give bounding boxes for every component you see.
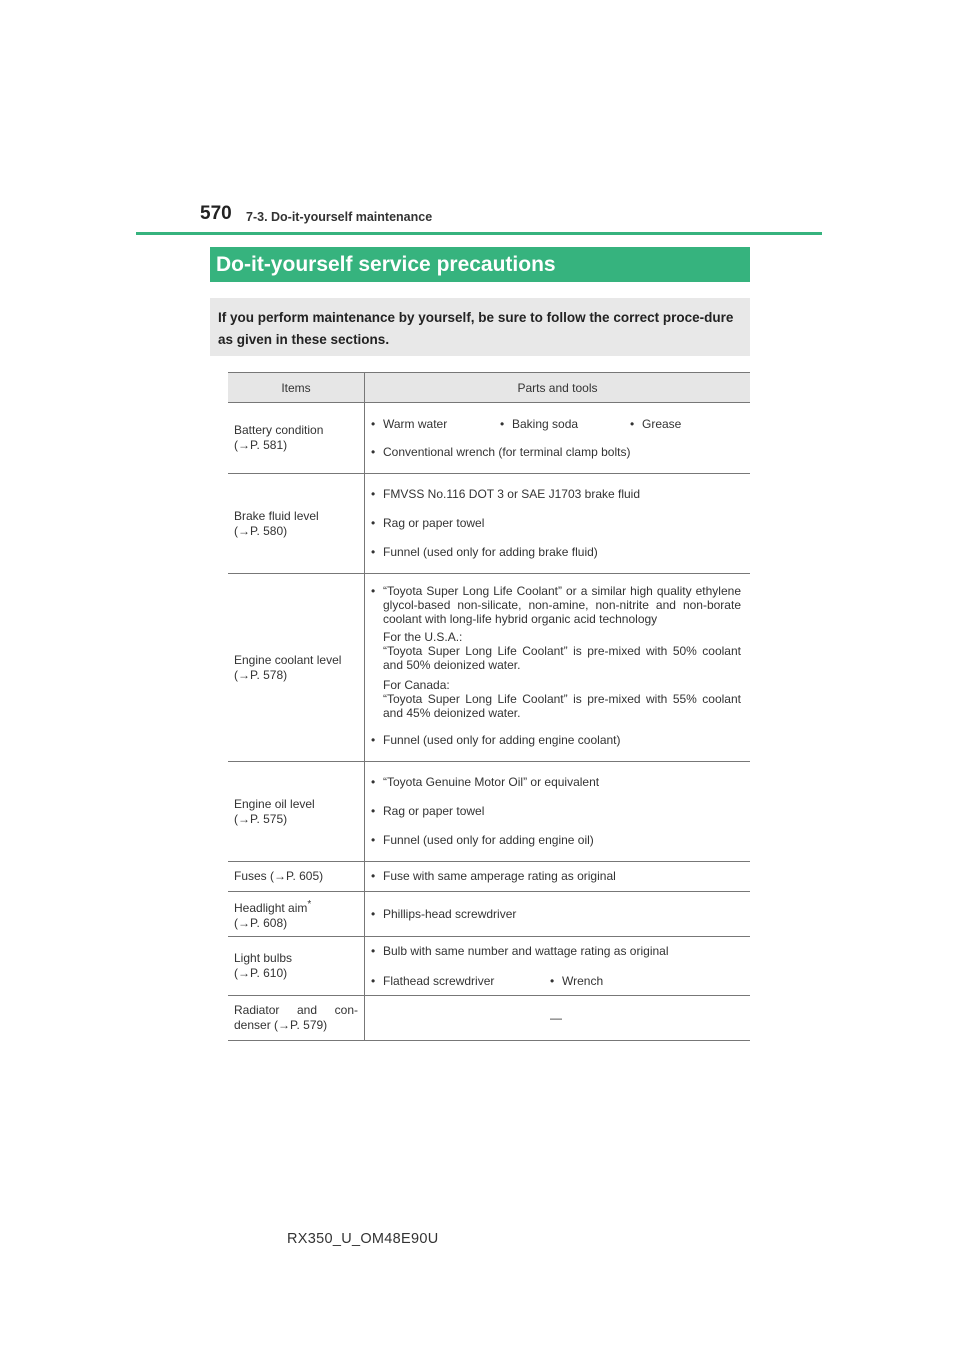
list-item: [371, 826, 741, 855]
tool-name: “Toyota Genuine Motor Oil” or equivalent: [383, 775, 600, 789]
item-cell: [228, 862, 365, 892]
bullet: •: [630, 416, 635, 431]
item-name: Engine coolant level: [234, 652, 342, 667]
tool-name: FMVSS No.116 DOT 3 or SAE J1703 brake fluid: [383, 487, 641, 501]
canada-note: [371, 678, 741, 720]
bullet: •: [371, 545, 376, 559]
bullet: •: [550, 973, 555, 988]
list-item: [371, 538, 741, 567]
tool-name: Funnel (used only for adding brake fluid): [383, 545, 598, 559]
table-row: [228, 892, 750, 937]
item-cell: [228, 892, 365, 937]
list-item: [371, 900, 741, 929]
item-name: Light bulbs: [234, 951, 293, 965]
table-row: [228, 762, 750, 862]
parts-cell: [365, 892, 751, 937]
list-item: [371, 862, 741, 891]
tool-name: Conventional wrench (for terminal clamp bolts): [383, 445, 631, 459]
bullet: •: [371, 804, 376, 818]
page-reference: (→P. 575): [234, 811, 288, 826]
list-item: [371, 937, 741, 966]
item-cell: [228, 937, 365, 996]
tool-name: Wrench: [562, 973, 604, 988]
column-header-items: Items: [228, 373, 365, 403]
item-name: Engine oil level: [234, 796, 315, 811]
table-row: [228, 403, 750, 474]
list-item: [371, 768, 741, 797]
intro-text: If you perform maintenance by yourself, be sure to follow the correct proce-dure as given in these sections.: [210, 298, 750, 356]
header-rule: [136, 232, 822, 235]
tool-name: Warm water: [383, 416, 448, 431]
empty-value-dash: —: [550, 1011, 562, 1025]
bullet: •: [371, 445, 376, 459]
note-text: “Toyota Super Long Life Coolant” is pre-mixed with 55% coolant and 45% deionized water.: [383, 692, 741, 720]
document-code: RX350_U_OM48E90U: [287, 1231, 439, 1247]
item-cell: [228, 996, 365, 1041]
parts-cell: [365, 762, 751, 862]
bullet: •: [371, 584, 376, 598]
bullet: •: [371, 487, 376, 501]
parts-cell: [365, 862, 751, 892]
tool-name: Bulb with same number and wattage rating as original: [383, 944, 669, 958]
parts-cell: [365, 403, 751, 474]
bullet: •: [500, 416, 505, 431]
item-cell: [228, 474, 365, 574]
list-item: [371, 966, 741, 995]
usa-note: [371, 630, 741, 672]
page-reference: (→P. 610): [234, 966, 288, 980]
note-label: For the U.S.A.:: [383, 630, 463, 644]
table-row: [228, 862, 750, 892]
parts-cell: [365, 474, 751, 574]
page-reference: (→P. 580): [234, 523, 288, 538]
item-cell: [228, 403, 365, 474]
bullet: •: [371, 906, 376, 921]
bullet: •: [371, 775, 376, 789]
parts-cell: [365, 937, 751, 996]
table-header-row: [228, 373, 750, 403]
tool-name: Flathead screwdriver: [383, 973, 495, 988]
list-item: [371, 726, 741, 755]
table-row: [228, 574, 750, 762]
bullet: •: [371, 833, 376, 847]
tool-name: Fuse with same amperage rating as original: [383, 869, 616, 883]
list-item: [371, 797, 741, 826]
parts-cell: [365, 996, 751, 1041]
item-cell: [228, 574, 365, 762]
tool-name: Rag or paper towel: [383, 516, 485, 530]
item-cell: [228, 762, 365, 862]
tool-name: Funnel (used only for adding engine coolant): [383, 733, 621, 747]
footnote-mark: *: [307, 899, 312, 910]
bullet: •: [371, 733, 376, 747]
section-label: 7-3. Do-it-yourself maintenance: [246, 210, 433, 224]
coolant-spec: “Toyota Super Long Life Coolant” or a similar high quality ethylene glycol-based non-silicate, non-amine, non-nitrite and non-borate coolant with long-life hybrid organic acid technology: [383, 584, 741, 626]
column-header-parts: Parts and tools: [365, 373, 751, 403]
bullet: •: [371, 516, 376, 530]
table-row: [228, 474, 750, 574]
tool-name: Baking soda: [512, 416, 579, 431]
list-item: [371, 480, 741, 509]
page-reference: (→P. 608): [234, 916, 288, 930]
page-title: Do-it-yourself service precautions: [210, 247, 750, 282]
item-name: Brake fluid level: [234, 508, 319, 523]
list-item: [371, 438, 741, 467]
tool-name: Rag or paper towel: [383, 804, 485, 818]
item-name: Radiator and con-: [234, 1003, 358, 1017]
list-item: [371, 580, 741, 626]
item-name: Headlight aim: [234, 901, 308, 915]
table-row: [228, 996, 750, 1041]
tool-name: Phillips-head screwdriver: [383, 906, 517, 921]
item-name: Fuses (→P. 605): [234, 869, 324, 883]
page-reference: (→P. 581): [234, 438, 288, 452]
note-text: “Toyota Super Long Life Coolant” is pre-mixed with 50% coolant and 50% deionized water.: [383, 644, 741, 672]
bullet: •: [371, 416, 376, 431]
bullet: •: [371, 944, 376, 958]
page-reference: (→P. 578): [234, 667, 288, 682]
bullet: •: [371, 973, 376, 988]
tool-name: Grease: [642, 416, 682, 431]
list-item: [371, 509, 741, 538]
note-label: For Canada:: [383, 678, 450, 692]
item-name: Battery condition: [234, 423, 324, 437]
table-row: [228, 937, 750, 996]
page-reference: denser (→P. 579): [234, 1018, 328, 1032]
maintenance-table: [228, 372, 750, 1041]
tool-name: Funnel (used only for adding engine oil): [383, 833, 594, 847]
page-number: 570: [200, 203, 232, 224]
parts-cell: [365, 574, 751, 762]
bullet: •: [371, 869, 376, 883]
list-item: [371, 409, 741, 438]
